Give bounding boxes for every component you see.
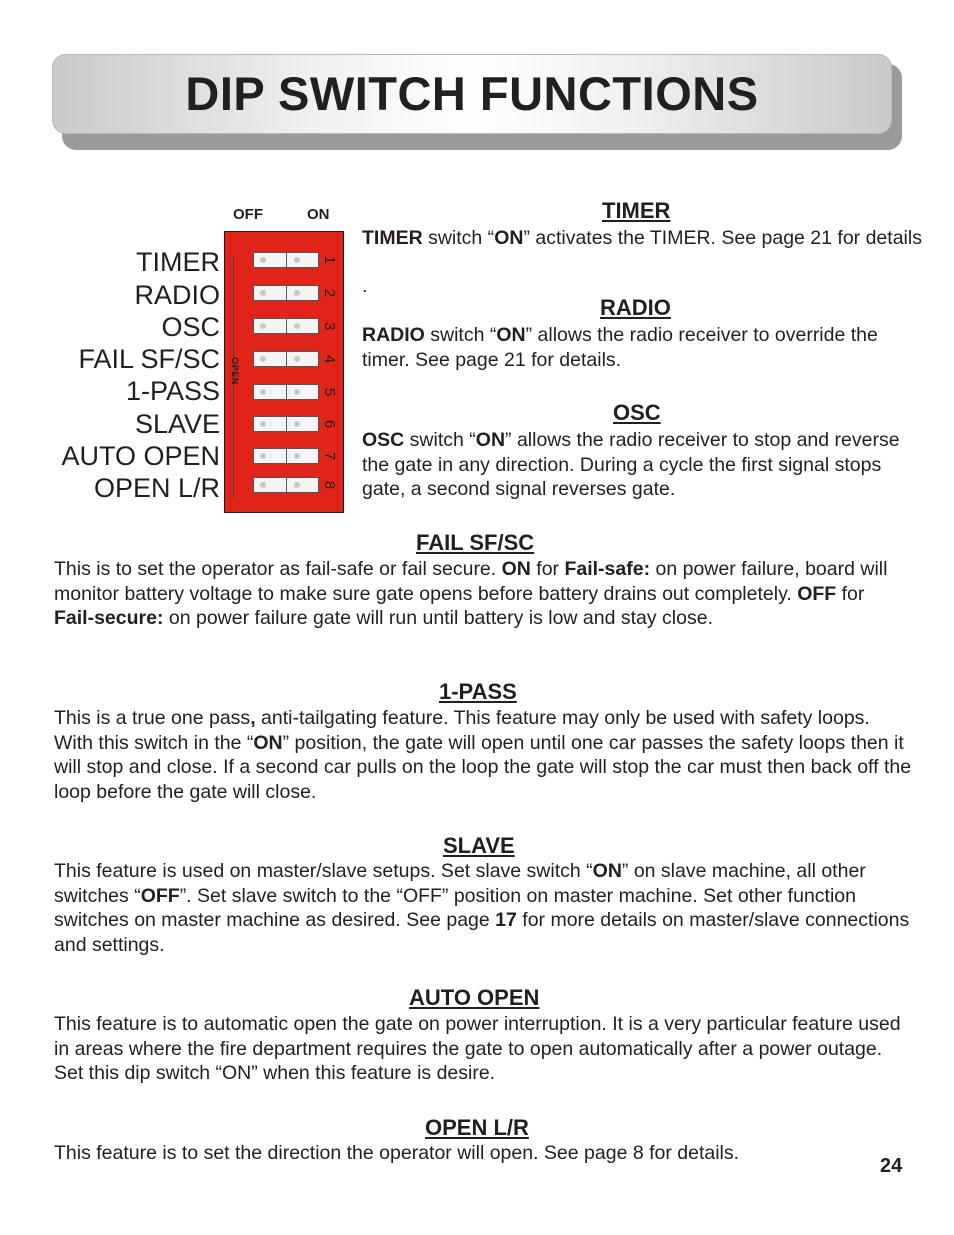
text-run: anti-tailgating feature. This feature may only be used with safety loops. With this switch in the “ [54, 707, 870, 754]
title-banner [52, 54, 892, 134]
text-run: for [836, 582, 865, 605]
switch-label-osc: OSC [161, 312, 220, 342]
dip-number: 3 [321, 321, 338, 331]
dip-knob [294, 323, 300, 329]
timer-heading: TIMER [602, 198, 671, 223]
osc-heading: OSC [613, 400, 661, 425]
text-run: ” allows the radio receiver to override the timer. See page 21 for details. [362, 324, 878, 371]
dip-switch-2[interactable] [253, 285, 319, 301]
dip-knob [260, 389, 266, 395]
dip-knob [260, 257, 266, 263]
dip-number: 8 [321, 480, 338, 490]
text-run: switch “ [422, 227, 495, 249]
bold-text: ON [592, 860, 622, 882]
page-number: 24 [880, 1155, 903, 1177]
dip-knob [294, 482, 300, 488]
bold-text: TIMER [362, 227, 423, 249]
switch-label-radio: RADIO [134, 280, 220, 310]
bold-text: ON [501, 558, 531, 580]
radio-heading: RADIO [600, 295, 671, 320]
bold-text: Fail-secure: [54, 607, 164, 629]
bold-text: OSC [362, 429, 405, 451]
dip-number: 7 [321, 451, 338, 461]
dip-knob [294, 356, 300, 362]
dip-number: 1 [321, 255, 338, 265]
openlr-heading: OPEN L/R [425, 1115, 529, 1140]
text-run: ”. Set slave switch to the “OFF” position on master machine. Set other function switches on master machine as desired. See page [54, 884, 856, 931]
fail-text [54, 557, 904, 631]
switch-label-onepass: 1-PASS [125, 376, 220, 406]
dip-switch-3[interactable] [253, 318, 319, 334]
text-run: ” activates the TIMER. See page 21 for details [523, 227, 922, 249]
dip-knob [260, 356, 266, 362]
dip-open-label: OPEN [229, 357, 240, 385]
switch-label-timer: TIMER [136, 247, 220, 277]
switch-label-slave: SLAVE [134, 409, 220, 439]
dip-switch-5[interactable] [253, 384, 319, 400]
dip-knob [260, 323, 266, 329]
switch-label-fail: FAIL SF/SC [78, 344, 220, 374]
bold-text: ON [475, 429, 506, 451]
bold-text: OFF [140, 884, 180, 907]
text-run: switch “ [404, 429, 476, 451]
dip-number: 5 [321, 387, 338, 397]
text-run: This feature is used on master/slave setups. Set slave switch “ [54, 860, 593, 882]
dip-number: 2 [321, 288, 338, 298]
dip-number: 4 [321, 354, 338, 364]
slave-text [54, 859, 914, 957]
dip-knob [260, 482, 266, 488]
text-run: This is to set the operator as fail-safe or fail secure. [54, 558, 502, 580]
text-run: ” allows the radio receiver to stop and reverse the gate in any direction. During a cycle the first signal stops gate, a second signal reverses gate. [362, 429, 900, 500]
dip-off-label: OFF [233, 206, 263, 223]
bold-text: OFF [797, 582, 837, 605]
openlr-text: This feature is to set the direction the operator will open. See page 8 for details. [54, 1142, 740, 1164]
switch-label-openlr: OPEN L/R [93, 473, 220, 503]
switch-label-autoopen: AUTO OPEN [61, 441, 220, 471]
bold-text: ON [494, 227, 524, 249]
text-run: on power failure, board will monitor battery voltage to make sure gate opens before battery drains out completely. [54, 558, 888, 605]
dip-knob [260, 290, 266, 296]
dip-knob [294, 290, 300, 296]
autoopen-heading: AUTO OPEN [409, 985, 540, 1010]
dip-switch-8[interactable] [253, 477, 319, 493]
text-run: This is a true one pass [54, 707, 251, 729]
fail-heading: FAIL SF/SC [416, 530, 535, 555]
dip-knob [294, 257, 300, 263]
dip-switch-4[interactable] [253, 351, 319, 367]
bold-text: ON [496, 324, 526, 346]
text-run: for [530, 558, 565, 580]
bold-text: Fail-safe: [564, 558, 651, 580]
text-run: ” on slave machine, all other switches “ [54, 860, 866, 907]
dip-switch-6[interactable] [253, 416, 319, 432]
timer-text [362, 226, 922, 251]
text-run: switch “ [424, 324, 497, 346]
timer-trailing-dot: . [362, 275, 368, 297]
osc-text [362, 428, 922, 502]
bold-text: , [250, 707, 256, 729]
page-title: DIP SWITCH FUNCTIONS [185, 67, 759, 120]
dip-knob [260, 453, 266, 459]
bold-text: 17 [495, 909, 517, 931]
text-run: ” position, the gate will open until one car passes the safety loops then it will stop and close. If a second car pulls on the loop the gate will stop the car must then back off the loop before the gate will close. [54, 731, 912, 803]
dip-knob [260, 421, 266, 427]
text-run: for more details on master/slave connections and settings. [54, 909, 910, 956]
dip-knob [294, 453, 300, 459]
dip-knob [294, 421, 300, 427]
dip-switch-1[interactable] [253, 252, 319, 268]
autoopen-text: This feature is to automatic open the gate on power interruption. It is a very particular feature used in areas where the fire department requires the gate to open automatically after a power outage. Set this dip switch “ON” when this feature is desire. [54, 1013, 901, 1084]
slave-heading: SLAVE [443, 833, 515, 858]
dip-number: 6 [321, 419, 338, 429]
bold-text: ON [253, 731, 283, 754]
onepass-text [54, 706, 914, 804]
dip-knob [294, 389, 300, 395]
radio-text [362, 323, 922, 372]
dip-switch-block [224, 231, 344, 513]
bold-text: RADIO [362, 324, 425, 346]
text-run: on power failure gate will run until battery is low and stay close. [163, 607, 713, 629]
dip-switch-7[interactable] [253, 448, 319, 464]
onepass-heading: 1-PASS [439, 679, 517, 704]
dip-on-label: ON [307, 206, 330, 223]
